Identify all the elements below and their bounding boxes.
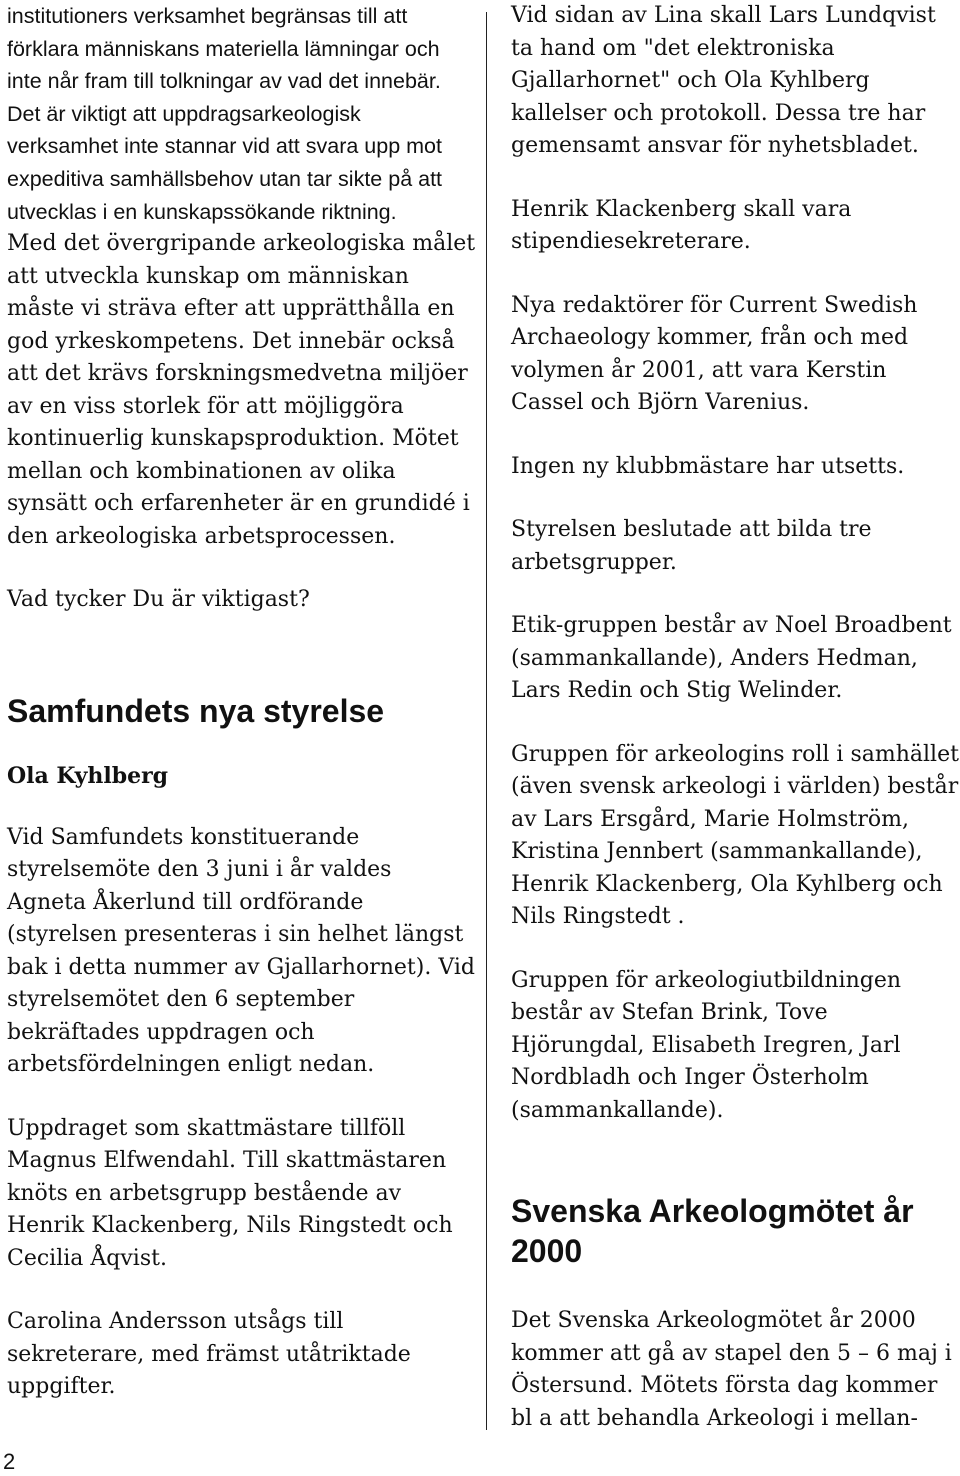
article-paragraph: Nya redaktörer för Current Swedish Archaeology kommer, från och med volymen år 2001, att vara Kerstin Cassel och Björn Varenius. (511, 292, 918, 415)
intro-paragraph-sans: institutioners verksamhet begränsas till att förklara människans materiella lämningar och inte når fram till tolkningar av vad det innebär. Det är viktigt att uppdragsarkeologisk verksamhet inte stannar vid att svara upp mot expeditiva samhällsbehov utan tar sikte på att utvecklas i en kunskapssökande riktning. (7, 4, 443, 224)
intro-paragraph-serif: Med det övergripande arkeologiska målet att utveckla kunskap om människan måste vi sträva efter att upprätthålla en god yrkeskompetens. Det innebär också att det krävs forskningsmedvetna miljöer av en viss storlek för att möjliggöra kontinuerlig kunskapsproduktion. Mötet mellan och kombinationen av olika synsätt och erfarenheter är en grundidé i den arkeologiska arbetsprocessen. (7, 231, 476, 549)
article-paragraph: Styrelsen beslutade att bilda tre arbetsgrupper. (511, 517, 872, 575)
section-heading-styrelse: Samfundets nya styrelse (7, 692, 385, 729)
article-paragraph: Vid Samfundets konstituerande styrelsemöte den 3 juni i år valdes Agneta Åkerlund till ordförande (styrelsen presenteras i sin helhet längst bak i detta nummer av Gjallarhornet). Vid styrelsemötet den 6 september bekräftades uppdragen och arbetsfördelningen enligt nedan. (7, 824, 475, 1078)
article-paragraph: Henrik Klackenberg skall vara stipendiesekreterare. (511, 196, 852, 254)
article-paragraph: Carolina Andersson utsågs till sekreterare, med främst utåtriktade uppgifter. (7, 1309, 411, 1400)
article-paragraph: Gruppen för arkeologiutbildningen består av Stefan Brink, Tove Hjörungdal, Elisabeth Iregren, Jarl Nordbladh och Inger Österholm (sammankallande). (511, 967, 902, 1123)
section-heading-arkeologmotet: Svenska Arkeologmötet år 2000 (511, 1193, 914, 1269)
column-divider (486, 12, 487, 1430)
page-number: 2 (3, 1449, 16, 1474)
article-author: Ola Kyhlberg (7, 762, 169, 789)
article-paragraph: Det Svenska Arkeologmötet år 2000 kommer att gå av stapel den 5 – 6 maj i Östersund. Mötets första dag kommer bl a att behandla Arkeologi i mellan- (511, 1308, 952, 1431)
right-column (511, 0, 960, 1435)
left-column (7, 0, 477, 1404)
article-paragraph: Gruppen för arkeologins roll i samhället (även svensk arkeologi i världen) består av Lars Ersgård, Marie Holmström, Kristina Jennbert (sammankallande), Henrik Klackenberg, Ola Kyhlberg och Nils Ringstedt . (511, 741, 959, 929)
article-paragraph: Etik-gruppen består av Noel Broadbent (sammankallande), Anders Hedman, Lars Redin och Stig Welinder. (511, 613, 952, 703)
question-line: Vad tycker Du är viktigast? (7, 587, 310, 613)
article-paragraph: Uppdraget som skattmästare tillföll Magnus Elfwendahl. Till skattmästaren knöts en arbetsgrupp bestående av Henrik Klackenberg, Nils Ringstedt och Cecilia Åqvist. (7, 1115, 453, 1271)
article-paragraph: Ingen ny klubbmästare har utsetts. (511, 453, 905, 479)
article-paragraph: Vid sidan av Lina skall Lars Lundqvist ta hand om "det elektroniska Gjallarhornet" och Ola Kyhlberg kallelser och protokoll. Dessa tre har gemensamt ansvar för nyhetsbladet. (511, 3, 936, 158)
